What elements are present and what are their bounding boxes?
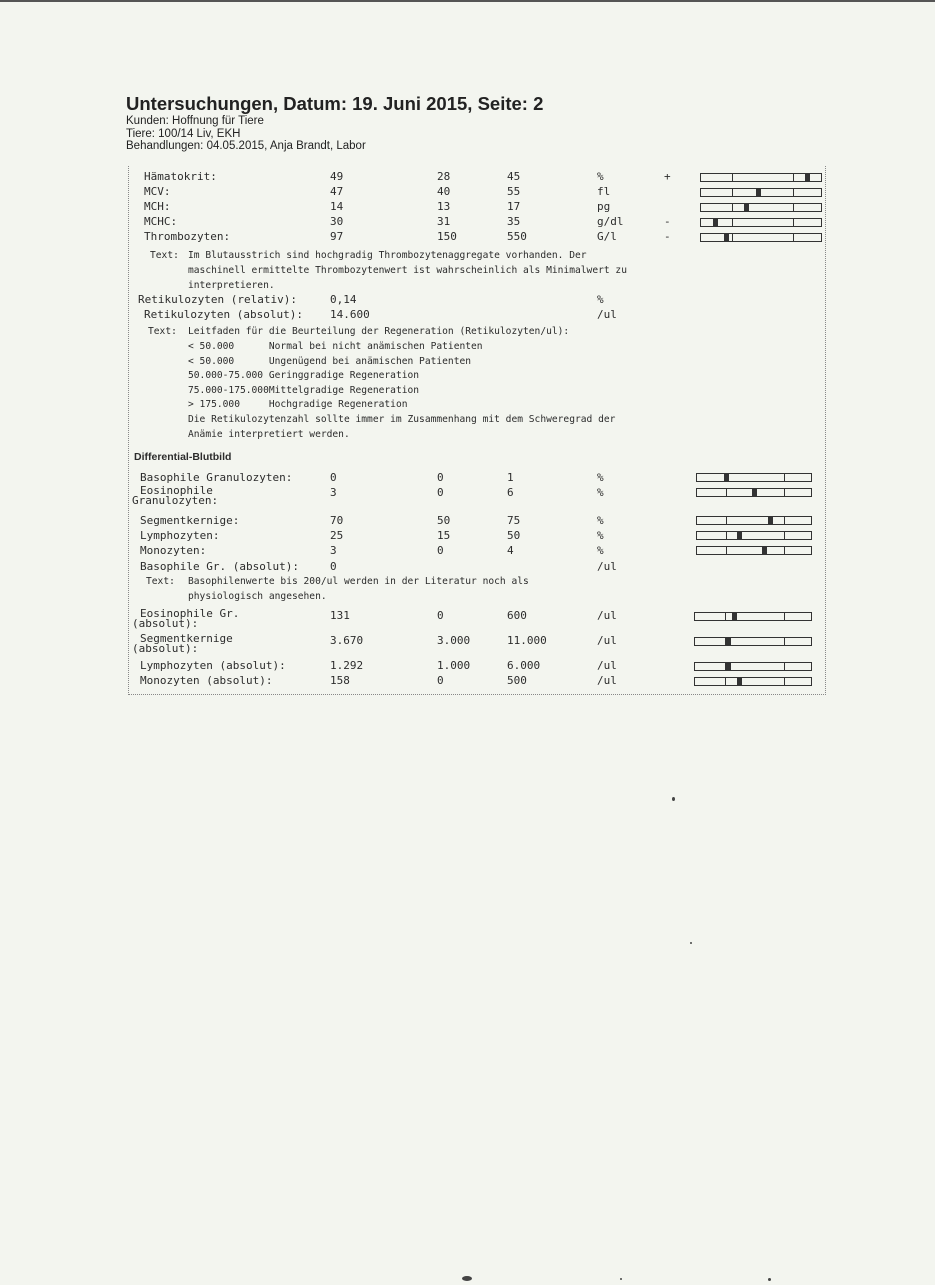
range-bar-tick bbox=[793, 204, 794, 211]
diff-row-name: Monozyten: bbox=[140, 544, 207, 557]
range-bar bbox=[696, 488, 812, 497]
page-header bbox=[126, 93, 543, 153]
abs-row-max: 500 bbox=[507, 674, 527, 687]
abs-row-max: 6.000 bbox=[507, 659, 541, 672]
guide-row bbox=[188, 369, 483, 384]
regeneration-guide bbox=[188, 340, 483, 413]
treatment-line: Behandlungen: 04.05.2015, Anja Brandt, Labor bbox=[126, 140, 366, 152]
range-bar-tick bbox=[793, 174, 794, 181]
lab-row-max: 55 bbox=[507, 185, 521, 198]
range-bar-marker bbox=[713, 219, 718, 226]
range-bar-tick bbox=[726, 532, 727, 539]
diff-row-name: Segmentkernige: bbox=[140, 514, 240, 527]
range-bar bbox=[696, 473, 812, 482]
note-outro: Anämie interpretiert werden. bbox=[188, 429, 350, 440]
range-bar bbox=[696, 546, 812, 555]
diff-row-name: Eosinophile bbox=[140, 484, 213, 497]
diff-row-unit: % bbox=[597, 514, 604, 527]
abs-row-min: 1.000 bbox=[437, 659, 471, 672]
guide-row bbox=[188, 398, 483, 413]
range-bar bbox=[700, 173, 822, 182]
range-bar bbox=[694, 662, 812, 671]
diff-row-min: 50 bbox=[437, 514, 451, 527]
guide-desc: Ungenügend bei anämischen Patienten bbox=[268, 355, 472, 367]
retik-absolute-label: Retikulozyten (absolut): bbox=[144, 308, 303, 321]
note-line: maschinell ermittelte Thrombozytenwert ist wahrscheinlich als Minimalwert zu bbox=[188, 265, 627, 276]
range-bar bbox=[696, 516, 812, 525]
abs-row bbox=[0, 607, 935, 630]
lab-row-name: MCV: bbox=[144, 185, 171, 198]
regeneration-note bbox=[148, 325, 616, 440]
abs-row-name-cont: (absolut): bbox=[132, 642, 199, 655]
customer-line: Kunden: Hoffnung für Tiere bbox=[126, 115, 264, 127]
range-bar-tick bbox=[793, 234, 794, 241]
range-bar-tick bbox=[726, 547, 727, 554]
diff-row-max: 50 bbox=[507, 529, 521, 542]
range-bar-tick bbox=[784, 489, 785, 496]
range-bar-tick bbox=[732, 204, 733, 211]
diff-row-min: 0 bbox=[437, 471, 444, 484]
diff-row-max: 6 bbox=[507, 486, 514, 499]
abs-row-value: 158 bbox=[330, 674, 350, 687]
guide-row bbox=[188, 340, 483, 355]
diff-row-unit: % bbox=[597, 544, 604, 557]
lab-row-min: 31 bbox=[437, 215, 451, 228]
note-outro: Die Retikulozytenzahl sollte immer im Zusammenhang mit dem Schweregrad der bbox=[188, 414, 616, 425]
abs-row-name-cont: (absolut): bbox=[132, 617, 199, 630]
guide-range: < 50.000 bbox=[188, 355, 235, 367]
lab-row-name: MCH: bbox=[144, 200, 171, 213]
diff-row-max: 4 bbox=[507, 544, 514, 557]
lab-row-name: Hämatokrit: bbox=[144, 170, 217, 183]
section-title: Differential-Blutbild bbox=[134, 451, 232, 463]
note-intro: Leitfaden für die Beurteilung der Regeneration (Retikulozyten/ul): bbox=[188, 326, 570, 337]
lab-row-unit: g/dl bbox=[597, 215, 624, 228]
range-bar-tick bbox=[784, 663, 785, 670]
range-bar bbox=[700, 233, 822, 242]
guide-row bbox=[188, 355, 483, 370]
note-line: physiologisch angesehen. bbox=[188, 591, 327, 602]
lab-row-min: 28 bbox=[437, 170, 451, 183]
range-bar-tick bbox=[732, 219, 733, 226]
range-bar-tick bbox=[726, 489, 727, 496]
range-bar-marker bbox=[756, 189, 761, 196]
guide-range: < 50.000 bbox=[188, 341, 235, 352]
range-bar-marker bbox=[762, 547, 767, 554]
abs-row-name: Lymphozyten (absolut): bbox=[140, 659, 286, 672]
note-line: Basophilenwerte bis 200/ul werden in der Literatur noch als bbox=[188, 576, 529, 587]
diff-row-unit: /ul bbox=[597, 560, 617, 573]
retik-relative-unit: % bbox=[597, 293, 604, 306]
basophil-note bbox=[146, 575, 529, 602]
abs-row bbox=[0, 659, 935, 673]
abs-row bbox=[0, 632, 935, 655]
speck bbox=[620, 1278, 622, 1280]
range-bar-tick bbox=[784, 532, 785, 539]
speck bbox=[690, 942, 692, 944]
range-bar-tick bbox=[725, 613, 726, 620]
guide-range: > 175.000 bbox=[188, 399, 240, 411]
range-bar-tick bbox=[732, 174, 733, 181]
lab-row-min: 40 bbox=[437, 185, 451, 198]
note-label: Text: bbox=[146, 576, 175, 587]
note-label: Text: bbox=[150, 250, 179, 261]
range-bar bbox=[694, 612, 812, 621]
lab-row-unit: pg bbox=[597, 200, 611, 213]
retik-relative-row bbox=[0, 293, 935, 307]
guide-desc: Hochgradige Regeneration bbox=[268, 399, 408, 411]
diff-row-name: Basophile Gr. (absolut): bbox=[140, 560, 299, 573]
diff-row bbox=[0, 544, 935, 558]
lab-row-flag: - bbox=[664, 230, 671, 243]
lab-row-name: Thrombozyten: bbox=[144, 230, 231, 243]
abs-row-unit: /ul bbox=[597, 609, 617, 622]
range-bar-tick bbox=[725, 678, 726, 685]
abs-row-value: 1.292 bbox=[330, 659, 364, 672]
range-bar-marker bbox=[732, 613, 737, 620]
abs-row-unit: /ul bbox=[597, 674, 617, 687]
diff-row-value: 3 bbox=[330, 486, 337, 499]
speck bbox=[462, 1276, 472, 1281]
lab-row-value: 30 bbox=[330, 215, 344, 228]
retik-absolute-unit: /ul bbox=[597, 308, 617, 321]
range-bar bbox=[696, 531, 812, 540]
range-bar-tick bbox=[784, 678, 785, 685]
lab-row bbox=[0, 200, 935, 214]
range-bar-marker bbox=[724, 234, 729, 241]
diff-row-unit: % bbox=[597, 529, 604, 542]
range-bar-tick bbox=[726, 517, 727, 524]
diff-row-value: 0 bbox=[330, 560, 337, 573]
diff-row-value: 25 bbox=[330, 529, 344, 542]
abs-row-name: Segmentkernige bbox=[140, 632, 233, 645]
lab-row-value: 49 bbox=[330, 170, 344, 183]
diff-row-value: 0 bbox=[330, 471, 337, 484]
lab-row-value: 14 bbox=[330, 200, 344, 213]
abs-row-value: 131 bbox=[330, 609, 350, 622]
range-bar-tick bbox=[732, 234, 733, 241]
note-label: Text: bbox=[148, 326, 177, 337]
retik-absolute-value: 14.600 bbox=[330, 308, 370, 321]
guide-desc: Mittelgradige Regeneration bbox=[268, 384, 420, 396]
range-bar bbox=[694, 637, 812, 646]
range-bar-marker bbox=[724, 474, 729, 481]
diff-row-max: 1 bbox=[507, 471, 514, 484]
range-bar bbox=[700, 218, 822, 227]
diff-row bbox=[0, 529, 935, 543]
animal-line: Tiere: 100/14 Liv, EKH bbox=[126, 127, 241, 140]
range-bar-marker bbox=[737, 678, 742, 685]
guide-range: 75.000-175.000 bbox=[188, 384, 269, 396]
guide-range: 50.000-75.000 bbox=[188, 370, 264, 382]
abs-row-max: 11.000 bbox=[507, 634, 547, 647]
lab-row-value: 47 bbox=[330, 185, 344, 198]
range-bar-marker bbox=[744, 204, 749, 211]
diff-row bbox=[0, 560, 935, 574]
diff-row-max: 75 bbox=[507, 514, 521, 527]
lab-row bbox=[0, 215, 935, 229]
lab-row-unit: fl bbox=[597, 185, 611, 198]
lab-row-unit: G/l bbox=[597, 230, 617, 243]
guide-desc: Geringgradige Regeneration bbox=[268, 370, 420, 382]
range-bar bbox=[700, 203, 822, 212]
diff-row bbox=[0, 484, 935, 507]
diff-row-name: Basophile Granulozyten: bbox=[140, 471, 293, 484]
range-bar-marker bbox=[805, 174, 810, 181]
diff-row-name: Lymphozyten: bbox=[140, 529, 220, 542]
abs-row-max: 600 bbox=[507, 609, 527, 622]
range-bar-tick bbox=[784, 613, 785, 620]
diff-row-min: 0 bbox=[437, 544, 444, 557]
lab-row-max: 17 bbox=[507, 200, 521, 213]
range-bar-tick bbox=[784, 638, 785, 645]
range-bar bbox=[700, 188, 822, 197]
diff-row-unit: % bbox=[597, 486, 604, 499]
retik-relative-value: 0,14 bbox=[330, 293, 357, 306]
lab-row-flag: + bbox=[664, 170, 671, 183]
lab-row-max: 45 bbox=[507, 170, 521, 183]
diff-row-min: 0 bbox=[437, 486, 444, 499]
range-bar-tick bbox=[793, 219, 794, 226]
range-bar-marker bbox=[737, 532, 742, 539]
abs-row-min: 3.000 bbox=[437, 634, 471, 647]
range-bar-tick bbox=[784, 474, 785, 481]
page-title: Untersuchungen, Datum: 19. Juni 2015, Seite: 2 bbox=[126, 93, 544, 114]
lab-row-min: 13 bbox=[437, 200, 451, 213]
abs-row-name: Monozyten (absolut): bbox=[140, 674, 273, 687]
abs-row-min: 0 bbox=[437, 674, 444, 687]
abs-row-unit: /ul bbox=[597, 659, 617, 672]
note-line: Im Blutausstrich sind hochgradig Thrombozytenaggregate vorhanden. Der bbox=[188, 250, 587, 261]
lab-row bbox=[0, 185, 935, 199]
diff-row-value: 70 bbox=[330, 514, 344, 527]
diff-row bbox=[0, 471, 935, 485]
range-bar-tick bbox=[784, 517, 785, 524]
retik-absolute-row bbox=[0, 308, 935, 322]
range-bar-tick bbox=[793, 189, 794, 196]
abs-row-value: 3.670 bbox=[330, 634, 364, 647]
lab-row-value: 97 bbox=[330, 230, 344, 243]
diff-row-name-cont: Granulozyten: bbox=[132, 494, 219, 507]
abs-row bbox=[0, 674, 935, 688]
abs-row-name: Eosinophile Gr. bbox=[140, 607, 240, 620]
speck bbox=[672, 797, 675, 801]
lab-row-max: 550 bbox=[507, 230, 527, 243]
lab-row-name: MCHC: bbox=[144, 215, 178, 228]
lab-row bbox=[0, 170, 935, 184]
diff-row-unit: % bbox=[597, 471, 604, 484]
range-bar-marker bbox=[726, 663, 731, 670]
range-bar bbox=[694, 677, 812, 686]
speck bbox=[768, 1278, 771, 1281]
lab-row-unit: % bbox=[597, 170, 604, 183]
guide-row bbox=[188, 384, 483, 399]
guide-desc: Normal bei nicht anämischen Patienten bbox=[268, 341, 483, 352]
thrombo-note bbox=[150, 249, 627, 291]
range-bar-marker bbox=[752, 489, 757, 496]
diff-row-min: 15 bbox=[437, 529, 451, 542]
diff-row-value: 3 bbox=[330, 544, 337, 557]
diff-row bbox=[0, 514, 935, 528]
retik-relative-label: Retikulozyten (relativ): bbox=[138, 293, 297, 306]
scan-top-edge bbox=[0, 0, 935, 2]
lab-row-flag: - bbox=[664, 215, 671, 228]
abs-row-unit: /ul bbox=[597, 634, 617, 647]
lab-row-max: 35 bbox=[507, 215, 521, 228]
range-bar-marker bbox=[726, 638, 731, 645]
lab-row bbox=[0, 230, 935, 244]
note-line: interpretieren. bbox=[188, 280, 275, 291]
abs-row-min: 0 bbox=[437, 609, 444, 622]
lab-row-min: 150 bbox=[437, 230, 457, 243]
range-bar-marker bbox=[768, 517, 773, 524]
range-bar-tick bbox=[784, 547, 785, 554]
range-bar-tick bbox=[732, 189, 733, 196]
